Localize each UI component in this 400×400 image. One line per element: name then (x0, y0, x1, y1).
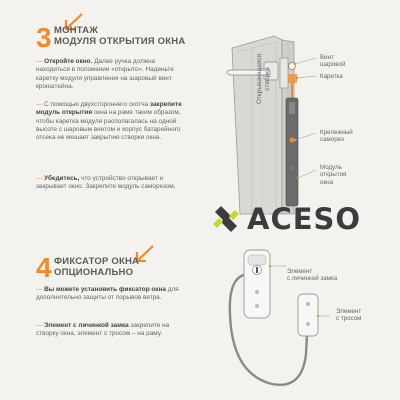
step-3-number: 3 (36, 22, 52, 53)
lock-element (244, 250, 270, 318)
step-4-paragraph-2: — Элемент с личинкой замка закрепите на створку окна, элемент с тросом – на раму. (36, 322, 170, 338)
step-3-paragraph-1: — Откройте окно. Далее ручка должна находиться в положении «открыто». Наденьте каретку модуля управления на шаровый винт кронштейна. (36, 58, 174, 90)
aceso-logo-mark-icon (211, 204, 241, 234)
step-3-paragraph-3: — Убедитесь, что устройство открывает и закрывает окно. Закрепите модуль саморезом. (36, 175, 176, 191)
callout-ball-screw: Винт шаровой (320, 54, 346, 69)
callout-lock-element: Элемент с личинкой замка (287, 268, 338, 283)
callout-opening-module: Модуль открытия окна (320, 164, 347, 186)
step-4-paragraph-1: — Вы можете установить фиксатор окна для дополнительно защиты от порывов ветра. (36, 286, 179, 302)
aceso-logo (211, 202, 361, 236)
vertical-label-opening-sash: Открывающаяся створка (256, 53, 271, 105)
callout-cable-element: Элемент с тросом (336, 308, 362, 323)
cable-element (298, 294, 318, 336)
step-3-title: МОНТАЖ МОДУЛЯ ОТКРЫТИЯ ОКНА (54, 25, 186, 47)
window-opening-module (286, 98, 298, 206)
callout-mounting-screw: Крепежный саморез (320, 129, 353, 144)
step-3-paragraph-2: — С помощью двухстороннего скотча закрепите модуль открытия окна на раме таким образом, чтобы каретка модуля располагалась на одной высоте с шаровым винтом и корпус батарейного отсека не мешает закрытию створки окна. (36, 101, 182, 142)
aceso-logo-text: ACESO (247, 202, 362, 236)
callout-carriage: Каретка (320, 73, 343, 80)
window-module-illustration (222, 28, 332, 218)
step-4-number: 4 (36, 252, 52, 283)
step-4-title: ФИКСАТОР ОКНА ОПЦИОНАЛЬНО (54, 256, 140, 278)
